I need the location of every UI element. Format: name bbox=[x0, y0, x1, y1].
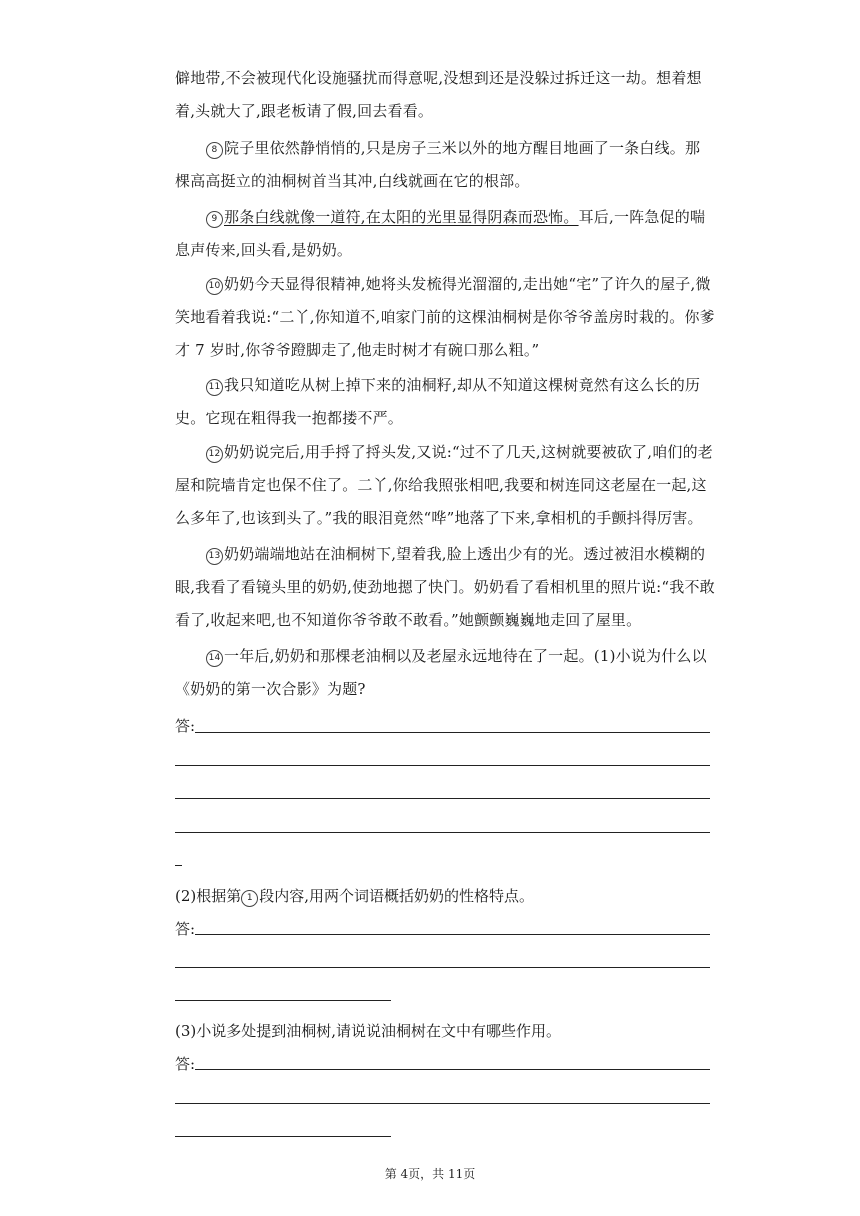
answer-line[interactable] bbox=[175, 832, 710, 833]
answer-line[interactable] bbox=[175, 765, 710, 766]
answer-line[interactable] bbox=[175, 967, 710, 968]
paragraph-9: 9 那条白线就像一道符,在太阳的光里显得阴森而恐怖。耳后,一阵急促的喘息声传来,回头看,是奶奶。 bbox=[175, 208, 706, 259]
question-2: (2)根据第 1 段内容,用两个词语概括奶奶的性格特点。 bbox=[175, 887, 535, 905]
page-footer: 第 4页，共 11页 bbox=[384, 1167, 476, 1181]
paragraph-12: 12 奶奶说完后,用手捋了捋头发,又说:“过不了几天,这树就要被砍了,咱们的老屋和院墙肯定也保不住了。二丫,你给我照张相吧,我要和树连同这老屋在一起,这么多年了,也该到头了。”我的眼泪竟然“哗”地落了下来,拿相机的手颤抖得厉害。 bbox=[175, 443, 713, 527]
answer-label-q3: 答: bbox=[175, 1055, 196, 1073]
paragraph-marker: 13 bbox=[206, 548, 223, 565]
paragraph-8: 8 院子里依然静悄悄的,只是房子三米以外的地方醒目地画了一条白线。那棵高高挺立的油桐树首当其冲,白线就画在它的根部。 bbox=[175, 139, 701, 190]
answer-line-end bbox=[175, 865, 182, 866]
paragraph-marker: 1 bbox=[241, 890, 258, 907]
answer-line[interactable] bbox=[195, 1069, 710, 1070]
answer-line[interactable] bbox=[195, 732, 710, 733]
paragraph-marker: 11 bbox=[206, 379, 223, 396]
paragraph-10: 10 奶奶今天显得很精神,她将头发梳得光溜溜的,走出她“宅”了许久的屋子,微笑地看着我说:“二丫,你知道不,咱家门前的这棵油桐树是你爷爷盖房时栽的。你爹才 7 岁时,你爷爷蹬脚走了,他走时树才有碗口那么粗。” bbox=[175, 275, 715, 359]
paragraph-marker: 9 bbox=[206, 211, 223, 228]
answer-label-q1: 答: bbox=[175, 717, 196, 735]
answer-line[interactable] bbox=[175, 1136, 391, 1137]
answer-line[interactable] bbox=[175, 1000, 391, 1001]
paragraph-11: 11 我只知道吃从树上掉下来的油桐籽,却从不知道这棵树竟然有这么长的历史。它现在粗得我一抱都搂不严。 bbox=[175, 376, 701, 427]
paragraph-7-tail: 僻地带,不会被现代化设施骚扰而得意呢,没想到还是没躲过拆迁这一劫。想着想着,头就大了,跟老板请了假,回去看看。 bbox=[175, 69, 702, 120]
paragraph-14: 14 一年后,奶奶和那棵老油桐以及老屋永远地待在了一起。(1)小说为什么以《奶奶的第一次合影》为题? bbox=[175, 647, 707, 698]
underlined-sentence: 那条白线就像一道符,在太阳的光里显得阴森而恐怖。 bbox=[224, 208, 579, 226]
answer-line[interactable] bbox=[175, 1103, 710, 1104]
question-3: (3)小说多处提到油桐树,请说说油桐树在文中有哪些作用。 bbox=[175, 1022, 562, 1040]
answer-line[interactable] bbox=[175, 798, 710, 799]
paragraph-marker: 10 bbox=[206, 278, 223, 295]
paragraph-marker: 14 bbox=[206, 650, 223, 667]
paragraph-13: 13 奶奶端端地站在油桐树下,望着我,脸上透出少有的光。透过被泪水模糊的眼,我看了看镜头里的奶奶,使劲地摁了快门。奶奶看了看相机里的照片说:“我不敢看了,收起来吧,也不知道你爷爷敢不敢看。”她颤颤巍巍地走回了屋里。 bbox=[175, 545, 715, 629]
answer-line[interactable] bbox=[195, 934, 710, 935]
paragraph-marker: 12 bbox=[206, 446, 223, 463]
paragraph-marker: 8 bbox=[206, 142, 223, 159]
answer-label-q2: 答: bbox=[175, 920, 196, 938]
